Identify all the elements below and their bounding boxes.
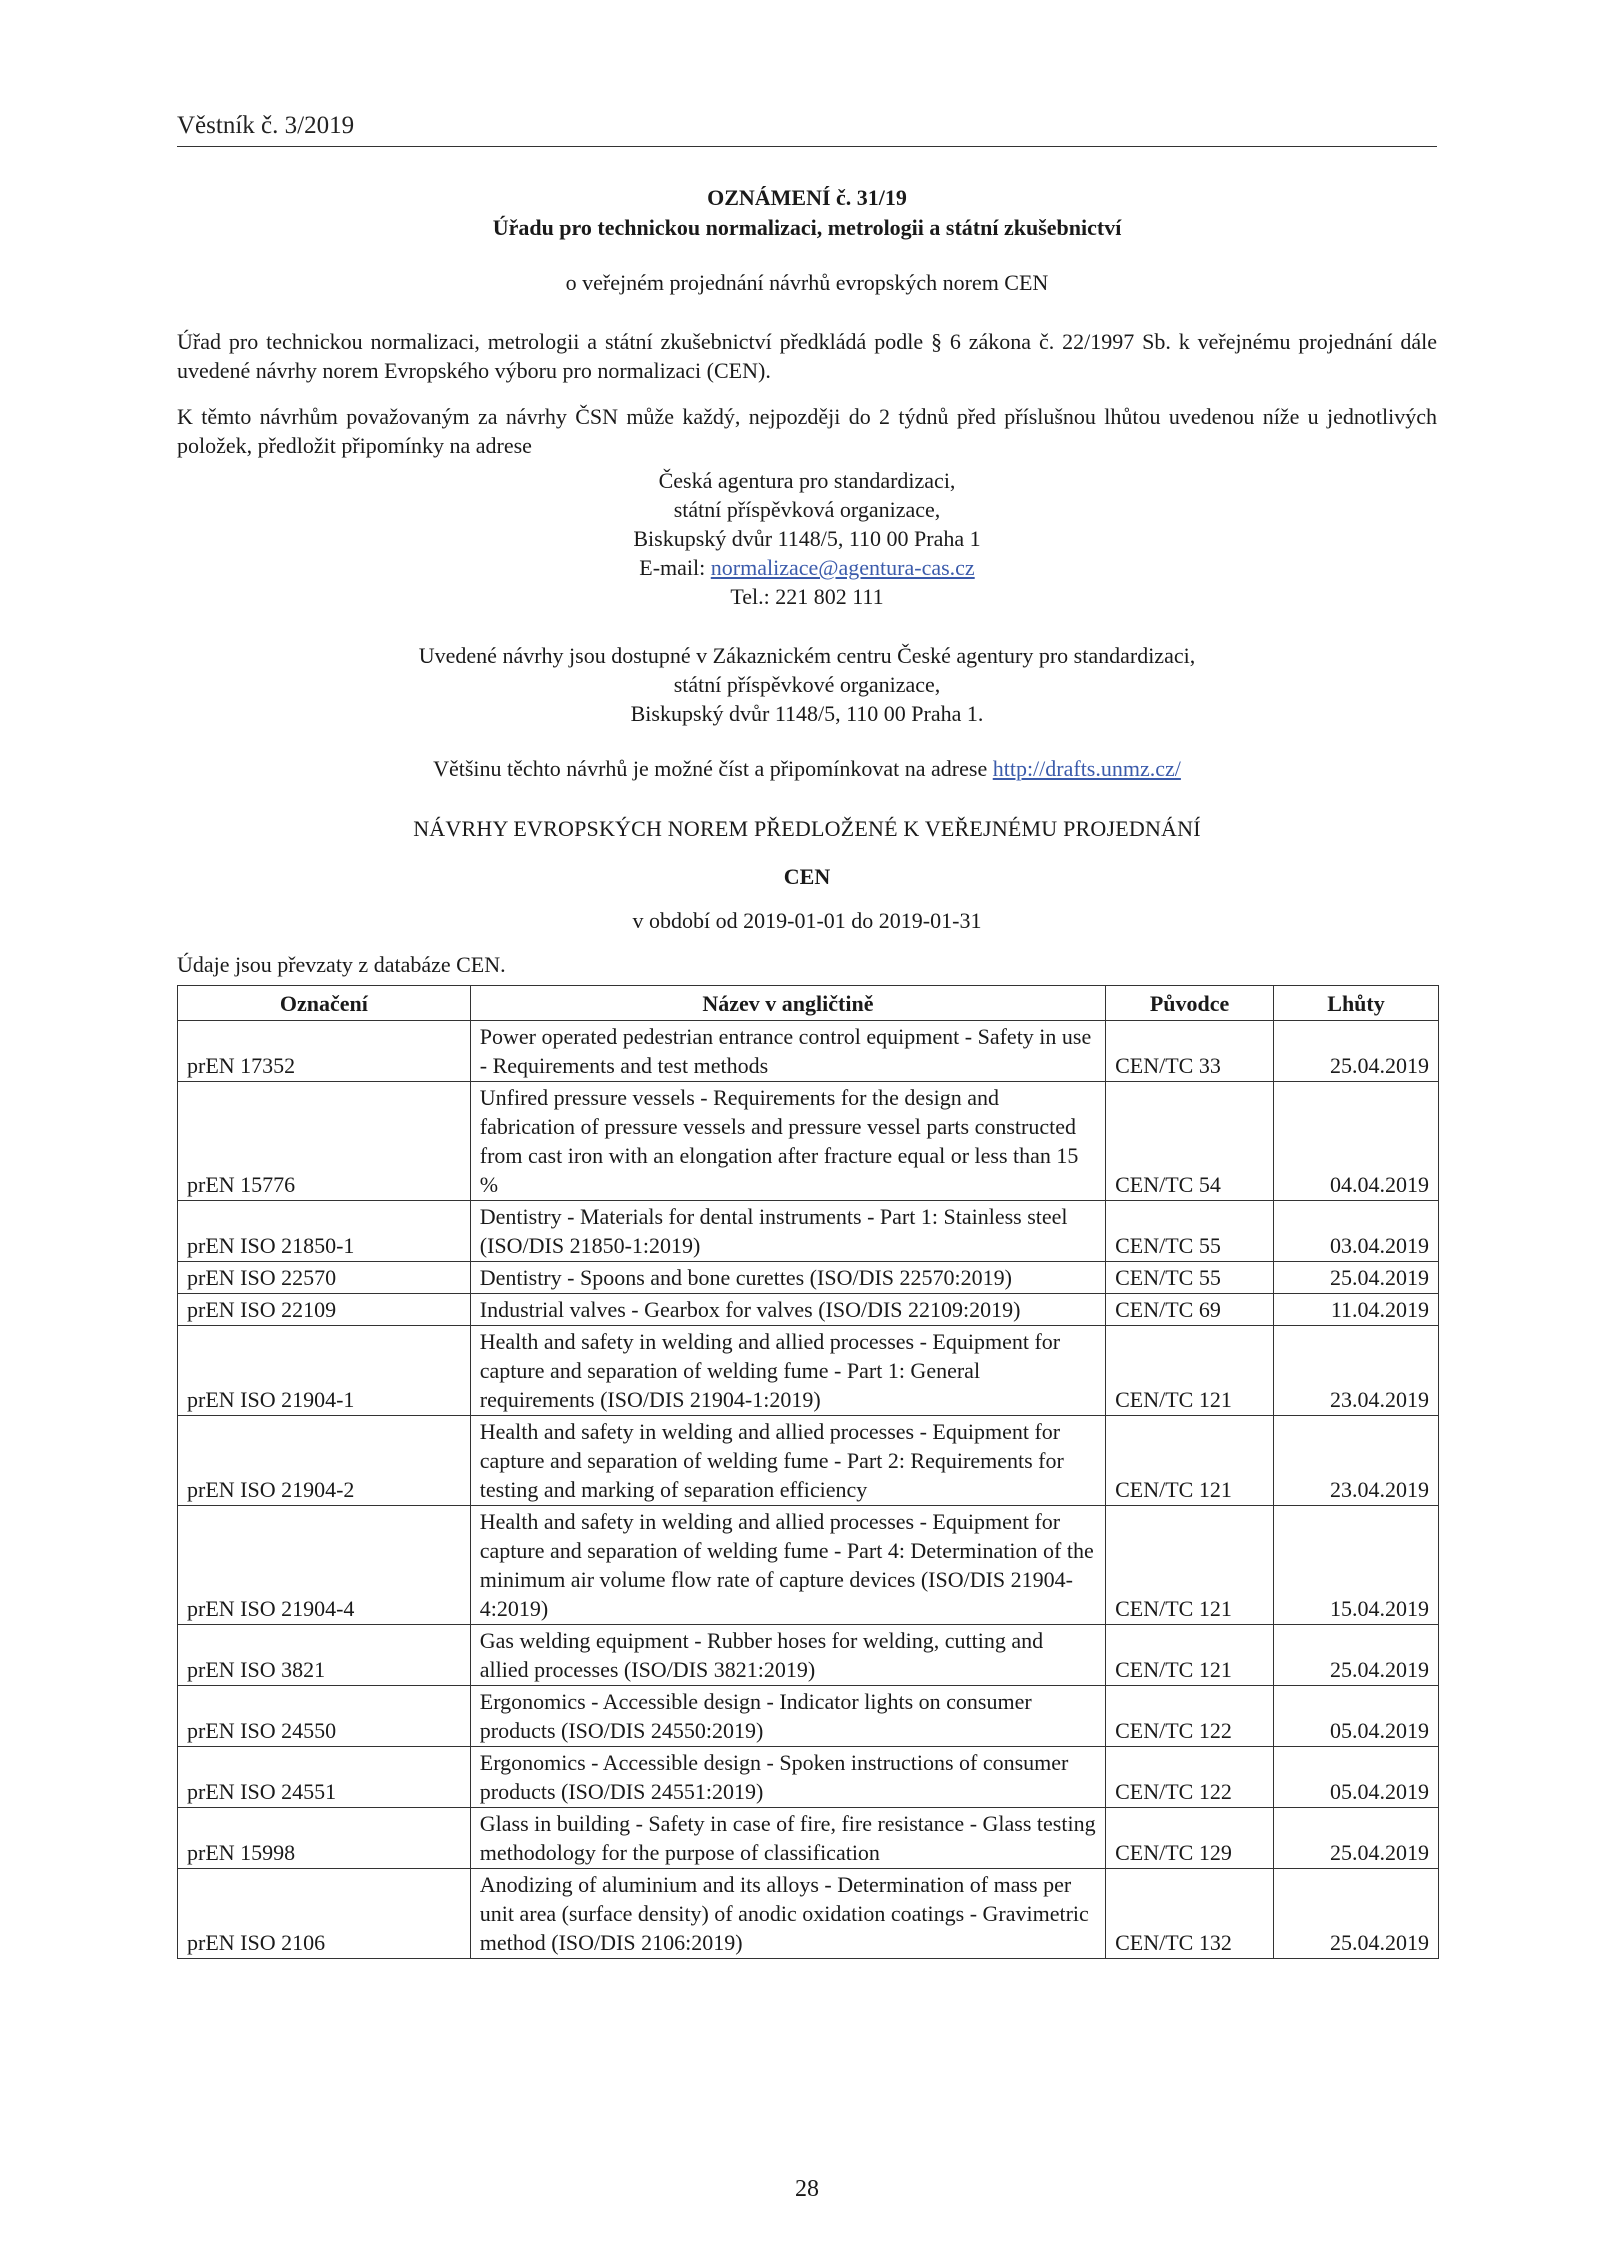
cell-title: Ergonomics - Accessible design - Spoken instructions of consumer products (ISO/DIS 24551:2019) [470,1747,1105,1808]
table-row [178,1021,1439,1082]
cell-deadline: 05.04.2019 [1274,1686,1439,1747]
cell-deadline: 25.04.2019 [1274,1808,1439,1869]
notice-title-line2: Úřadu pro technickou normalizaci, metrologii a státní zkušebnictví [492,215,1122,240]
cell-title: Glass in building - Safety in case of fire, fire resistance - Glass testing methodology for the purpose of classification [470,1808,1105,1869]
cell-origin: CEN/TC 121 [1106,1506,1274,1625]
cell-title: Power operated pedestrian entrance control equipment - Safety in use - Requirements and test methods [470,1021,1105,1082]
availability-line2: státní příspěvkové organizace, [673,672,941,697]
table-row [178,1869,1439,1959]
cell-title: Ergonomics - Accessible design - Indicator lights on consumer products (ISO/DIS 24550:2019) [470,1686,1105,1747]
availability-line3: Biskupský dvůr 1148/5, 110 00 Praha 1. [630,701,984,726]
cell-designation: prEN ISO 2106 [178,1869,471,1959]
table-header-row [178,986,1439,1021]
email-link[interactable]: normalizace@agentura-cas.cz [710,555,975,580]
cell-designation: prEN ISO 24551 [178,1747,471,1808]
cell-designation: prEN ISO 3821 [178,1625,471,1686]
cell-origin: CEN/TC 129 [1106,1808,1274,1869]
cell-origin: CEN/TC 132 [1106,1869,1274,1959]
header-rule [177,146,1437,147]
cell-origin: CEN/TC 69 [1106,1294,1274,1326]
cell-designation: prEN ISO 22570 [178,1262,471,1294]
cell-origin: CEN/TC 121 [1106,1416,1274,1506]
table-row [178,1294,1439,1326]
table-row [178,1082,1439,1201]
cell-deadline: 05.04.2019 [1274,1747,1439,1808]
cell-title: Health and safety in welding and allied processes - Equipment for capture and separation of welding fume - Part 1: General requirements (ISO/DIS 21904-1:2019) [470,1326,1105,1416]
cell-origin: CEN/TC 122 [1106,1747,1274,1808]
cell-deadline: 04.04.2019 [1274,1082,1439,1201]
cell-designation: prEN ISO 21850-1 [178,1201,471,1262]
availability-block [177,641,1437,728]
cell-deadline: 25.04.2019 [1274,1869,1439,1959]
address-line2: státní příspěvková organizace, [673,497,941,522]
notice-title [177,183,1437,243]
cell-designation: prEN ISO 24550 [178,1686,471,1747]
notice-title-line1: OZNÁMENÍ č. 31/19 [707,185,907,210]
standards-table [177,985,1439,1959]
section-period: v období od 2019-01-01 do 2019-01-31 [632,908,982,933]
availability-line1: Uvedené návrhy jsou dostupné v Zákaznickém centru České agentury pro standardizaci, [418,643,1196,668]
cell-deadline: 03.04.2019 [1274,1201,1439,1262]
cell-deadline: 25.04.2019 [1274,1262,1439,1294]
table-row [178,1686,1439,1747]
cell-designation: prEN ISO 21904-2 [178,1416,471,1506]
drafts-line [177,756,1437,782]
paragraph-comments: K těmto návrhům považovaným za návrhy ČSN může každý, nejpozději do 2 týdnů před příslušnou lhůtou uvedenou níže u jednotlivých položek, předložit připomínky na adrese [177,404,1437,458]
cell-designation: prEN ISO 21904-4 [178,1506,471,1625]
table-row [178,1625,1439,1686]
email-label: E-mail: [639,555,711,580]
phone-line: Tel.: 221 802 111 [730,584,884,609]
cell-title: Dentistry - Spoons and bone curettes (ISO/DIS 22570:2019) [470,1262,1105,1294]
notice-subtitle: o veřejném projednání návrhů evropských norem CEN [565,270,1049,295]
cell-title: Dentistry - Materials for dental instruments - Part 1: Stainless steel (ISO/DIS 21850-1:2019) [470,1201,1105,1262]
cell-designation: prEN 15776 [178,1082,471,1201]
table-row [178,1747,1439,1808]
data-source-note: Údaje jsou převzaty z databáze CEN. [177,952,506,977]
table-row [178,1506,1439,1625]
cell-origin: CEN/TC 54 [1106,1082,1274,1201]
address-line1: Česká agentura pro standardizaci, [658,468,956,493]
drafts-link[interactable]: http://drafts.unmz.cz/ [992,756,1181,781]
table-row [178,1416,1439,1506]
cell-title: Anodizing of aluminium and its alloys - Determination of mass per unit area (surface density) of anodic oxidation coatings - Gravimetric method (ISO/DIS 2106:2019) [470,1869,1105,1959]
email-line [177,553,1437,582]
cell-origin: CEN/TC 121 [1106,1326,1274,1416]
cell-deadline: 23.04.2019 [1274,1326,1439,1416]
cell-origin: CEN/TC 121 [1106,1625,1274,1686]
cell-designation: prEN 15998 [178,1808,471,1869]
address-line3: Biskupský dvůr 1148/5, 110 00 Praha 1 [633,526,981,551]
cell-designation: prEN ISO 22109 [178,1294,471,1326]
table-row [178,1262,1439,1294]
table-row [178,1808,1439,1869]
paragraph-intro: Úřad pro technickou normalizaci, metrologii a státní zkušebnictví předkládá podle § 6 zákona č. 22/1997 Sb. k veřejnému projednání dále uvedené návrhy norem Evropského výboru pro normalizaci (CEN). [177,329,1437,383]
cell-deadline: 25.04.2019 [1274,1625,1439,1686]
address-block [177,466,1437,611]
cell-title: Industrial valves - Gearbox for valves (ISO/DIS 22109:2019) [470,1294,1105,1326]
cell-origin: CEN/TC 55 [1106,1201,1274,1262]
section-heading: NÁVRHY EVROPSKÝCH NOREM PŘEDLOŽENÉ K VEŘEJNÉMU PROJEDNÁNÍ [413,816,1201,841]
header-deadline: Lhůty [1274,986,1439,1021]
cell-origin: CEN/TC 55 [1106,1262,1274,1294]
cell-designation: prEN ISO 21904-1 [178,1326,471,1416]
cell-designation: prEN 17352 [178,1021,471,1082]
cell-deadline: 15.04.2019 [1274,1506,1439,1625]
cell-deadline: 23.04.2019 [1274,1416,1439,1506]
cell-origin: CEN/TC 33 [1106,1021,1274,1082]
cell-title: Health and safety in welding and allied processes - Equipment for capture and separation of welding fume - Part 2: Requirements for testing and marking of separation efficiency [470,1416,1105,1506]
header-title: Název v angličtině [470,986,1105,1021]
cell-title: Health and safety in welding and allied processes - Equipment for capture and separation of welding fume - Part 4: Determination of the minimum air volume flow rate of capture devices (ISO/DIS 21904-4:2019) [470,1506,1105,1625]
cell-title: Gas welding equipment - Rubber hoses for welding, cutting and allied processes (ISO/DIS 3821:2019) [470,1625,1105,1686]
cell-deadline: 25.04.2019 [1274,1021,1439,1082]
cell-title: Unfired pressure vessels - Requirements for the design and fabrication of pressure vessels and pressure vessel parts constructed from cast iron with an elongation after fracture equal or less than 15 % [470,1082,1105,1201]
running-head: Věstník č. 3/2019 [177,112,355,139]
header-designation: Označení [178,986,471,1021]
cell-origin: CEN/TC 122 [1106,1686,1274,1747]
table-row [178,1201,1439,1262]
drafts-text: Většinu těchto návrhů je možné číst a připomínkovat na adrese [433,756,993,781]
cell-deadline: 11.04.2019 [1274,1294,1439,1326]
table-row [178,1326,1439,1416]
header-origin: Původce [1106,986,1274,1021]
page-number: 28 [795,2176,819,2202]
section-org: CEN [783,864,831,889]
